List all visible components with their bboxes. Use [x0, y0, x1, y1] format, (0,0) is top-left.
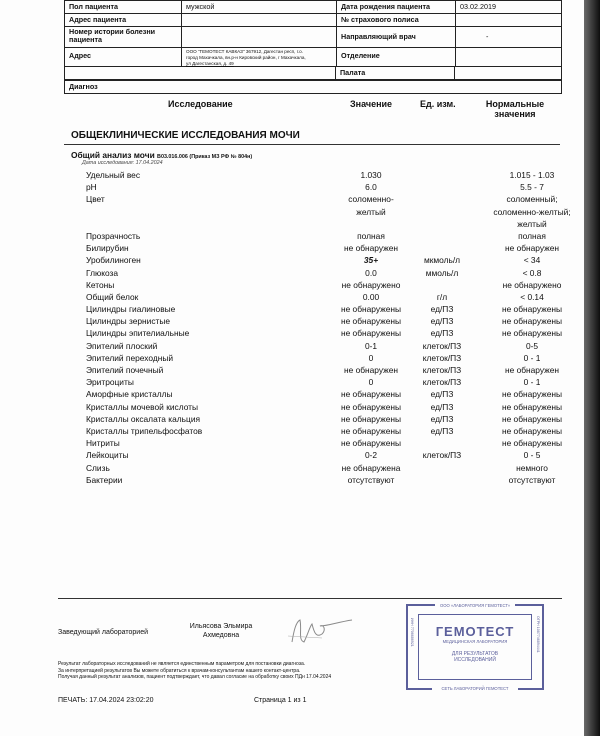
lab-address-line: город Махачкала, вн.р-н Кировский район, г Махачкала,	[186, 55, 306, 60]
blank-cell	[65, 67, 336, 79]
row-unit: клеток/ПЗ	[422, 450, 462, 461]
row-value: 0-1	[364, 340, 378, 351]
row-name: Слизь	[86, 462, 110, 473]
head-name-line2: Ахмедовна	[202, 632, 240, 639]
stamp-left-text: ИНН 7706686921	[410, 618, 414, 647]
table-row	[0, 219, 584, 231]
analysis-title	[71, 150, 252, 160]
lab-stamp	[406, 604, 544, 690]
table-row	[0, 438, 584, 450]
table-row	[0, 268, 584, 280]
row-unit: ед/ПЗ	[430, 401, 454, 412]
stamp-subtitle: МЕДИЦИНСКАЯ ЛАБОРАТОРИЯ	[442, 639, 508, 644]
policy-value	[456, 14, 561, 26]
sex-value: мужской	[182, 1, 337, 13]
table-row	[0, 231, 584, 243]
stamp-purpose-line: ИССЛЕДОВАНИЙ	[454, 657, 496, 663]
doctor-label: Направляющий врач	[337, 27, 456, 47]
row-value: 0	[368, 377, 374, 388]
row-ref: не обнаружены	[501, 304, 563, 315]
row-name: Эпителий плоский	[86, 340, 158, 351]
row-unit: ммоль/л	[425, 267, 459, 278]
table-row	[0, 353, 584, 365]
doctor-value: -	[486, 32, 489, 41]
column-normal-line1: Нормальные	[485, 99, 545, 109]
table-row	[0, 170, 584, 182]
analysis-date: Дата исследования: 17.04.2024	[82, 160, 163, 166]
row-value: не обнаружено	[341, 279, 401, 290]
signature-divider	[58, 598, 562, 599]
section-divider	[64, 144, 560, 145]
row-unit: ед/ПЗ	[430, 304, 454, 315]
dob-label: Дата рождения пациента	[337, 1, 456, 13]
row-value: не обнаружены	[340, 425, 402, 436]
row-value: отсутствуют	[347, 474, 395, 485]
row-value: не обнаружен	[343, 365, 399, 375]
row-unit: ед/ПЗ	[430, 328, 454, 339]
row-value: не обнаружены	[340, 401, 402, 412]
row-name: Эритроциты	[86, 377, 134, 388]
department-value	[456, 48, 561, 66]
patient-header-table	[64, 0, 562, 80]
row-unit: мкмоль/л	[423, 255, 461, 266]
row-name: Цилиндры эпителиальные	[86, 328, 190, 339]
page-shadow-edge	[584, 0, 600, 736]
row-ref: 0-5	[525, 340, 539, 351]
department-label: Отделение	[337, 48, 456, 66]
lab-address-label: Адрес	[65, 48, 182, 66]
row-name: Кетоны	[86, 279, 115, 290]
address-value	[182, 14, 337, 26]
lab-address-line: ул Дагестанская, д. 49	[186, 61, 234, 66]
row-name: Глюкоза	[86, 267, 119, 278]
disclaimer-line: Получая данный результат анализов, пациент подтверждает, что давал согласие на обработку своих ПДн 17.04.2024	[58, 674, 332, 681]
ward-label: Палата	[336, 67, 455, 79]
row-unit: ед/ПЗ	[430, 425, 454, 436]
row-value: не обнаружены	[340, 413, 402, 424]
table-row	[0, 243, 584, 255]
analysis-name: Общий анализ мочи	[71, 150, 155, 160]
table-row	[0, 450, 584, 462]
row-value: не обнаружены	[340, 304, 402, 315]
row-unit: ед/ПЗ	[430, 389, 454, 400]
table-row	[0, 280, 584, 292]
analysis-code: B03.016.006 (Приказ МЗ РФ № 804н)	[157, 154, 253, 160]
row-ref: 0 - 1	[523, 352, 541, 363]
row-name: Кристаллы трипельфосфатов	[86, 425, 203, 436]
column-normal-line2: значения	[494, 109, 536, 119]
table-row	[0, 328, 584, 340]
results-table	[0, 170, 584, 487]
page-number: Страница 1 из 1	[254, 697, 307, 704]
row-value: 35+	[363, 255, 379, 266]
diagnosis-box	[64, 80, 562, 94]
stamp-right-text: ОГРН 1087746894441	[536, 616, 540, 653]
row-ref: не обнаружено	[502, 279, 562, 290]
table-row	[0, 207, 584, 219]
table-row	[0, 304, 584, 316]
stamp-purpose-line: ДЛЯ РЕЗУЛЬТАТОВ	[451, 651, 499, 657]
table-row	[0, 463, 584, 475]
table-row	[0, 426, 584, 438]
row-name: Цилиндры гиалиновые	[86, 304, 176, 315]
row-ref: соломенно-желтый;	[493, 206, 571, 217]
row-name: Лейкоциты	[86, 450, 129, 461]
row-ref: не обнаружен	[504, 365, 560, 375]
diagnosis-label: Диагноз	[69, 82, 98, 91]
column-value: Значение	[350, 99, 393, 109]
table-row	[0, 292, 584, 304]
row-unit: клеток/ПЗ	[422, 377, 462, 388]
row-ref: 5.5 - 7	[520, 182, 544, 193]
row-ref: полная	[518, 230, 546, 241]
row-value: не обнаружены	[340, 316, 402, 327]
table-row	[0, 182, 584, 194]
row-name: Цилиндры зернистые	[86, 316, 171, 327]
row-value: не обнаружены	[340, 438, 402, 449]
row-ref: не обнаружены	[501, 401, 563, 412]
row-name: Аморфные кристаллы	[86, 389, 173, 400]
table-row	[0, 194, 584, 206]
row-value: не обнаружены	[340, 389, 402, 400]
row-ref: < 0.8	[522, 267, 542, 278]
stamp-bottom-text: СЕТЬ ЛАБОРАТОРИЙ ГЕМОТЕСТ	[432, 686, 518, 691]
ward-value	[455, 67, 561, 79]
row-value: 1.030	[360, 170, 382, 180]
row-ref: не обнаружены	[501, 425, 563, 436]
row-name: Прозрачность	[86, 230, 141, 241]
table-row	[0, 414, 584, 426]
policy-label: № страхового полиса	[337, 14, 456, 26]
disclaimer	[58, 661, 398, 681]
head-name	[186, 622, 256, 640]
row-value: 0.00	[362, 291, 380, 302]
disclaimer-line: Результат лабораторных исследований не является единственным параметром для постановки диагноза.	[58, 661, 306, 667]
table-row	[0, 389, 584, 401]
row-name: pH	[86, 182, 97, 193]
stamp-brand: ГЕМОТЕСТ	[435, 624, 515, 639]
row-ref: не обнаружены	[501, 328, 563, 339]
row-name: Общий белок	[86, 291, 139, 302]
print-timestamp: ПЕЧАТЬ: 17.04.2024 23:02:20	[58, 697, 154, 704]
row-value: не обнаружен	[343, 243, 399, 254]
signature-image	[282, 612, 362, 648]
row-unit: ед/ПЗ	[430, 413, 454, 424]
table-row	[0, 365, 584, 377]
row-ref: отсутствуют	[508, 474, 556, 485]
row-name: Уробилиноген	[86, 255, 141, 266]
row-unit: ед/ПЗ	[430, 316, 454, 327]
row-ref: 0 - 1	[523, 377, 541, 388]
stamp-purpose	[408, 651, 542, 663]
row-value: 6.0	[365, 182, 377, 193]
row-ref: не обнаружены	[501, 316, 563, 327]
history-label: Номер истории болезни пациента	[65, 27, 182, 47]
row-ref: не обнаружен	[504, 243, 560, 254]
section-title: ОБЩЕКЛИНИЧЕСКИЕ ИССЛЕДОВАНИЯ МОЧИ	[71, 130, 300, 141]
table-row	[0, 316, 584, 328]
row-name: Кристаллы мочевой кислоты	[86, 401, 199, 412]
row-name: Бактерии	[86, 474, 123, 485]
row-value: 0.0	[365, 267, 377, 278]
head-name-line1: Ильясова Эльмира	[189, 623, 253, 630]
row-value: не обнаружена	[341, 462, 401, 473]
row-name: Билирубин	[86, 243, 129, 254]
column-normal	[480, 99, 550, 119]
row-ref: не обнаружены	[501, 389, 563, 400]
row-name: Цвет	[86, 194, 105, 205]
row-ref: не обнаружены	[501, 413, 563, 424]
table-row	[0, 255, 584, 267]
row-name: Удельный вес	[86, 170, 141, 180]
lab-address-line: ООО "ГЕМОТЕСТ КАВКАЗ" 367912, Дагестан респ, г.о.	[186, 49, 303, 54]
row-name: Нитриты	[86, 438, 120, 449]
row-ref: < 0.14	[520, 291, 544, 302]
row-ref: не обнаружены	[501, 438, 563, 449]
row-value: 0	[368, 352, 374, 363]
row-name: Эпителий переходный	[86, 352, 174, 363]
table-row	[0, 402, 584, 414]
head-label: Заведующий лабораторией	[58, 629, 148, 636]
row-value: соломенно-	[348, 194, 394, 205]
row-value: 0-2	[364, 450, 378, 461]
row-value: полная	[357, 230, 385, 241]
row-value: не обнаружены	[340, 328, 402, 339]
history-value	[182, 27, 337, 47]
row-ref: желтый	[517, 218, 547, 229]
disclaimer-line: За интерпретацией результатов Вы можете обратиться к врачам-консультантам нашего контакт-центра.	[58, 667, 301, 674]
lab-address-value	[182, 48, 337, 66]
row-ref: 1.015 - 1.03	[509, 170, 555, 180]
row-ref: < 34	[523, 255, 541, 266]
row-value: желтый	[356, 206, 386, 217]
row-unit: клеток/ПЗ	[422, 352, 462, 363]
column-study: Исследование	[168, 99, 233, 109]
row-name: Кристаллы оксалата кальция	[86, 413, 201, 424]
row-unit: г/л	[436, 291, 448, 302]
table-row	[0, 475, 584, 487]
row-name: Эпителий почечный	[86, 365, 164, 375]
address-label: Адрес пациента	[65, 14, 182, 26]
sex-label: Пол пациента	[65, 1, 182, 13]
column-unit: Ед. изм.	[420, 99, 456, 109]
row-unit: клеток/ПЗ	[422, 340, 462, 351]
row-ref: соломенный;	[506, 194, 558, 205]
table-row	[0, 377, 584, 389]
table-row	[0, 341, 584, 353]
stamp-top-text: ООО «ЛАБОРАТОРИЯ ГЕМОТЕСТ»	[435, 603, 515, 608]
row-ref: немного	[516, 462, 548, 473]
dob-value: 03.02.2019	[460, 2, 496, 11]
row-ref: 0 - 5	[523, 450, 541, 461]
row-unit: клеток/ПЗ	[422, 365, 462, 375]
